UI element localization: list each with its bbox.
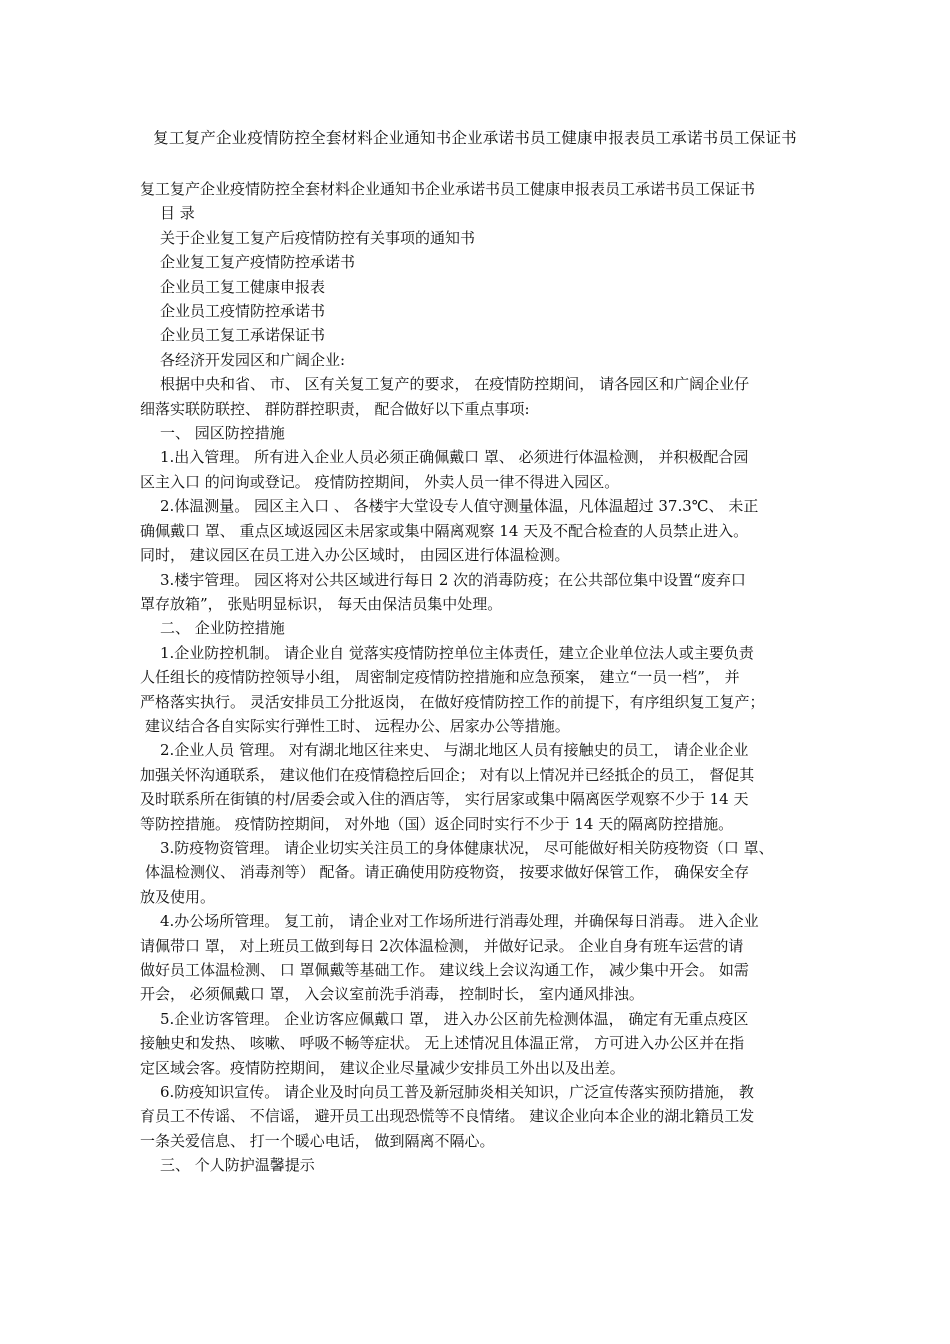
body-line: 放及使用。: [140, 887, 216, 906]
body-line: 一条关爱信息、 打一个暖心电话， 做到隔离不隔心。: [140, 1131, 495, 1150]
body-line: 2.企业人员 管理。 对有湖北地区往来史、 与湖北地区人员有接触史的员工， 请企业企业: [160, 741, 749, 760]
body-line: 企业员工疫情防控承诺书: [160, 302, 326, 321]
body-line: 确佩戴口 罩、 重点区域返园区未居家或集中隔离观察 14 天及不配合检查的人员禁止进入。: [140, 521, 749, 540]
document-body: [140, 177, 820, 1178]
body-line: 二、 企业防控措施: [160, 619, 285, 638]
body-line: 企业复工复产疫情防控承诺书: [160, 253, 356, 272]
body-line: 关于企业复工复产后疫情防控有关事项的通知书: [160, 228, 476, 247]
body-line: 各经济开发园区和广阔企业:: [160, 350, 346, 369]
body-line: 区主入口 的问询或登记。 疫情防控期间， 外卖人员一律不得进入园区。: [140, 472, 620, 491]
body-line: 严格落实执行。 灵活安排员工分批返岗， 在做好疫情防控工作的前提下，有序组织复工复产；: [140, 692, 765, 711]
body-line: 3.楼宇管理。 园区将对公共区域进行每日 2 次的消毒防疫；在公共部位集中设置“废弃口: [160, 570, 746, 589]
body-line: 6.防疫知识宣传。 请企业及时向员工普及新冠肺炎相关知识，广泛宣传落实预防措施， 教: [160, 1083, 754, 1102]
body-line: 罩存放箱”， 张贴明显标识， 每天由保洁员集中处理。: [140, 594, 503, 613]
body-line: 企业员工复工健康申报表: [160, 277, 326, 296]
body-line: 根据中央和省、 市、 区有关复工复产的要求， 在疫情防控期间， 请各园区和广阔企业仔: [160, 375, 750, 394]
body-line: 育员工不传谣、 不信谣， 避开员工出现恐慌等不良情绪。 建议企业向本企业的湖北籍员工发: [140, 1107, 755, 1126]
body-line: 等防控措施。 疫情防控期间， 对外地（国）返企同时实行不少于 14 天的隔离防控措施。: [140, 814, 734, 833]
body-line: 接触史和发热、 咳嗽、 呼吸不畅等症状。 无上述情况且体温正常， 方可进入办公区并在指: [140, 1034, 745, 1053]
body-line: 做好员工体温检测、 口 罩佩戴等基础工作。 建议线上会议沟通工作， 减少集中开会。 如需: [140, 961, 749, 979]
body-line: 企业员工复工承诺保证书: [160, 326, 326, 345]
body-line: 3.防疫物资管理。 请企业切实关注员工的身体健康状况， 尽可能做好相关防疫物资（口 罩、: [160, 838, 774, 857]
body-line: 建议结合各自实际实行弹性工时、 远程办公、居家办公等措施。: [145, 716, 570, 735]
body-line: 及时联系所在街镇的村/居委会或入住的酒店等， 实行居家或集中隔离医学观察不少于 14 天: [140, 790, 749, 809]
repeated-title-line: 复工复产企业疫情防控全套材料企业通知书企业承诺书员工健康申报表员工承诺书员工保证书: [140, 180, 756, 198]
body-line: 细落实联防联控、 群防群控职责， 配合做好以下重点事项:: [140, 399, 530, 418]
body-line: 开会， 必须佩戴口 罩， 入会议室前洗手消毒， 控制时长， 室内通风排浊。: [140, 985, 644, 1004]
body-line: 4.办公场所管理。 复工前， 请企业对工作场所进行消毒处理，并确保每日消毒。 进入企业: [160, 912, 759, 931]
body-line: 请佩带口 罩， 对上班员工做到每日 2次体温检测， 并做好记录。 企业自身有班车运营的请: [140, 936, 744, 955]
body-line: 5.企业访客管理。 企业访客应佩戴口 罩， 进入办公区前先检测体温， 确定有无重点疫区: [160, 1009, 749, 1028]
body-line: 人任组长的疫情防控领导小组， 周密制定疫情防控措施和应急预案， 建立“一员一档”， 并: [140, 668, 740, 687]
body-line: 体温检测仪、 消毒剂等） 配备。请正确使用防疫物资， 按要求做好保管工作， 确保安全存: [145, 863, 750, 882]
document-title: 复工复产企业疫情防控全套材料企业通知书企业承诺书员工健康申报表员工承诺书员工保证书: [153, 129, 797, 147]
body-line: 2.体温测量。 园区主入口 、 各楼宇大堂设专人值守测量体温，凡体温超过 37.3℃、 未正: [160, 497, 759, 516]
body-line: 一、 园区防控措施: [160, 424, 285, 443]
body-line: 1.企业防控机制。 请企业自 觉落实疫情防控单位主体责任，建立企业单位法人或主要负责: [160, 643, 754, 662]
body-line: 同时， 建议园区在员工进入办公区域时， 由园区进行体温检测。: [140, 546, 570, 565]
body-line: 三、 个人防护温馨提示: [160, 1156, 315, 1175]
body-line: 1.出入管理。 所有进入企业人员必须正确佩戴口 罩、 必须进行体温检测， 并积极配合园: [160, 448, 749, 467]
body-line: 目 录: [160, 204, 195, 223]
body-line: 加强关怀沟通联系， 建议他们在疫情稳控后回企； 对有以上情况并已经抵企的员工， 督促其: [140, 765, 755, 784]
body-line: 定区域会客。疫情防控期间， 建议企业尽量减少安排员工外出以及出差。: [140, 1058, 625, 1077]
